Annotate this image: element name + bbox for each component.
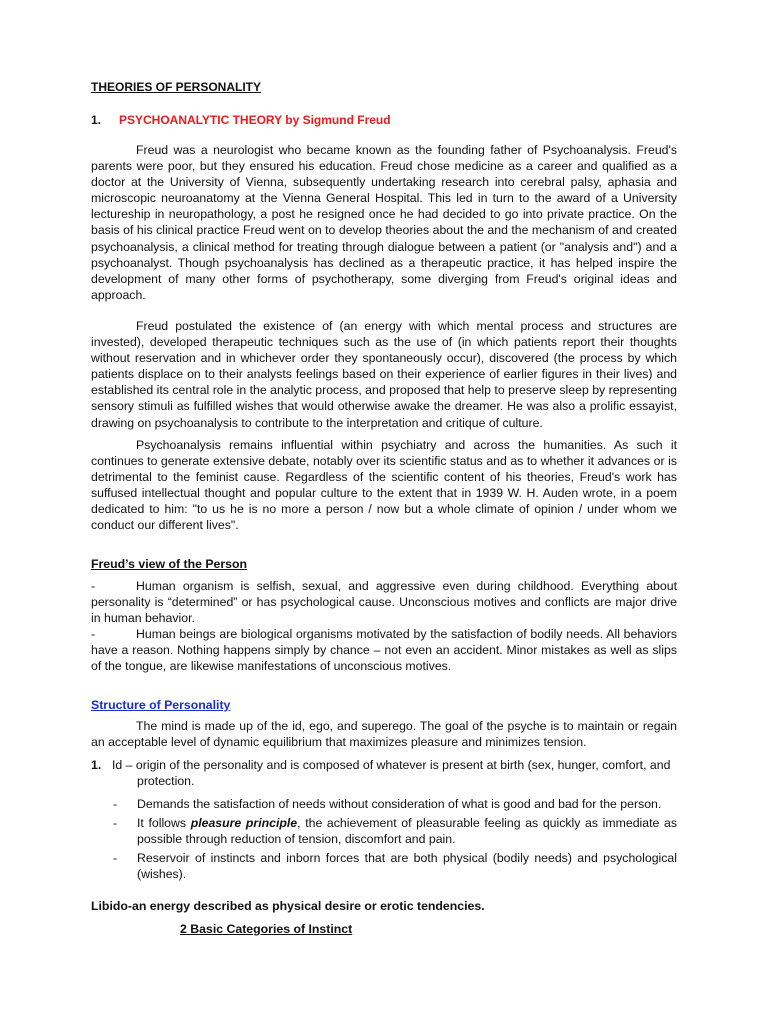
paragraph: Freud was a neurologist who became known as the founding father of Psychoanalysis. Freud's parents were poor, but they ensured his education. Freud chose medicine as a career and qualified as a doctor at the University of Vienna, subsequently undertaking research into cerebral palsy, aphasia and microscopic neuroanatomy at the Vienna General Hospital. This led in turn to the award of a University lectureship in neuropathology, a post he resigned once he had decided to go into private practice. On the basis of his clinical practice Freud went on to develop theories about the and the mechanism of and created psychoanalysis, a clinical method for treating through dialogue between a patient (or "analysis and") and a psychoanalyst. Though psychoanalysis has declined as a therapeutic practice, it has helped inspire the development of many other forms of psychotherapy, some diverging from Freud's original ideas and approach. [91,143,677,302]
psychoanalysis-influence-paragraph [91,437,677,534]
view-of-person-heading: Freud’s view of the Person [91,557,248,571]
id-sublist [113,796,677,885]
list-item-text: Human beings are biological organisms motivated by the satisfaction of bodily needs. All behaviors have a reason. Nothing happens simply by chance – not even an accident. Minor mistakes as well as slips of the tongue, are likewise manifestations of unconscious motives. [91,627,677,674]
dash-bullet: - [91,579,96,593]
list-item-text: Reservoir of instincts and inborn forces that are both physical (bodily needs) and psychological (wishes). [137,851,677,882]
paragraph: The mind is made up of the id, ego, and superego. The goal of the psyche is to maintain or regain an acceptable level of dynamic equilibrium that maximizes pleasure and minimizes tension. [91,719,677,750]
freud-intro-paragraph [91,142,677,303]
list-item [113,796,677,812]
section-heading-text: PSYCHOANALYTIC THEORY by Sigmund Freud [119,113,391,127]
list-item-text: Demands the satisfaction of needs without consideration of what is good and bad for the person. [137,797,662,811]
section-number: 1. [91,113,102,127]
document-title: THEORIES OF PERSONALITY [91,80,262,94]
dash-bullet: - [113,816,118,831]
paragraph: Freud postulated the existence of (an energy with which mental process and structures are invested), developed therapeutic techniques such as the use of (in which patients report their thoughts without reservation and in whichever order they spontaneously occur), discovered (the process by which patients displace on to their analysts feelings based on their experience of earlier figures in their lives) and established its central role in the analytic process, and proposed that help to preserve sleep by representing sensory stimuli as fulfilled wishes that would otherwise awake the dreamer. He was also a prolific essayist, drawing on psychoanalysis to contribute to the interpretation and critique of culture. [91,319,677,430]
id-list-item [91,757,677,789]
paragraph: Psychoanalysis remains influential within psychiatry and across the humanities. As such it continues to generate extensive debate, notably over its scientific status and as to whether it advances or is detrimental to the feminist cause. Regardless of the scientific content of his theories, Freud's work has suffused intellectual thought and popular culture to the extent that in 1939 W. H. Auden wrote, in a poem dedicated to him: "to us he is no more a person / now but a whole climate of opinion / under whom we conduct our different lives". [91,438,677,533]
structure-paragraph [91,718,677,750]
view-of-person-list [91,578,677,675]
dash-bullet: - [113,851,118,866]
id-description: Id – origin of the personality and is composed of whatever is present at birth (sex, hunger, comfort, and protection. [112,758,671,789]
freud-postulates-paragraph [91,318,677,431]
emphasis-pleasure-principle: pleasure principle [190,816,298,831]
libido-definition: Libido-an energy described as physical desire or erotic tendencies. [91,899,485,913]
list-item [113,850,677,882]
dash-bullet: - [113,797,118,811]
basic-categories-heading: 2 Basic Categories of Instinct [180,922,353,936]
structure-of-personality-link[interactable]: Structure of Personality [91,698,231,712]
list-item [113,815,677,847]
section-heading-psychoanalytic [91,112,391,128]
list-item-text [137,815,677,847]
list-item [91,578,677,626]
text-run: , the achievement of pleasurable feeling as quickly as immediate as possible through reduction of tension, discomfort and pain. [137,816,678,847]
list-item-text: Human organism is selfish, sexual, and aggressive even during childhood. Everything about personality is “determined” or has psychological cause. Unconscious motives and conflicts are major drive in human behavior. [91,579,677,626]
list-number: 1. [91,758,102,772]
list-item [91,626,677,674]
dash-bullet: - [91,627,96,642]
text-run: It follows [137,816,191,831]
